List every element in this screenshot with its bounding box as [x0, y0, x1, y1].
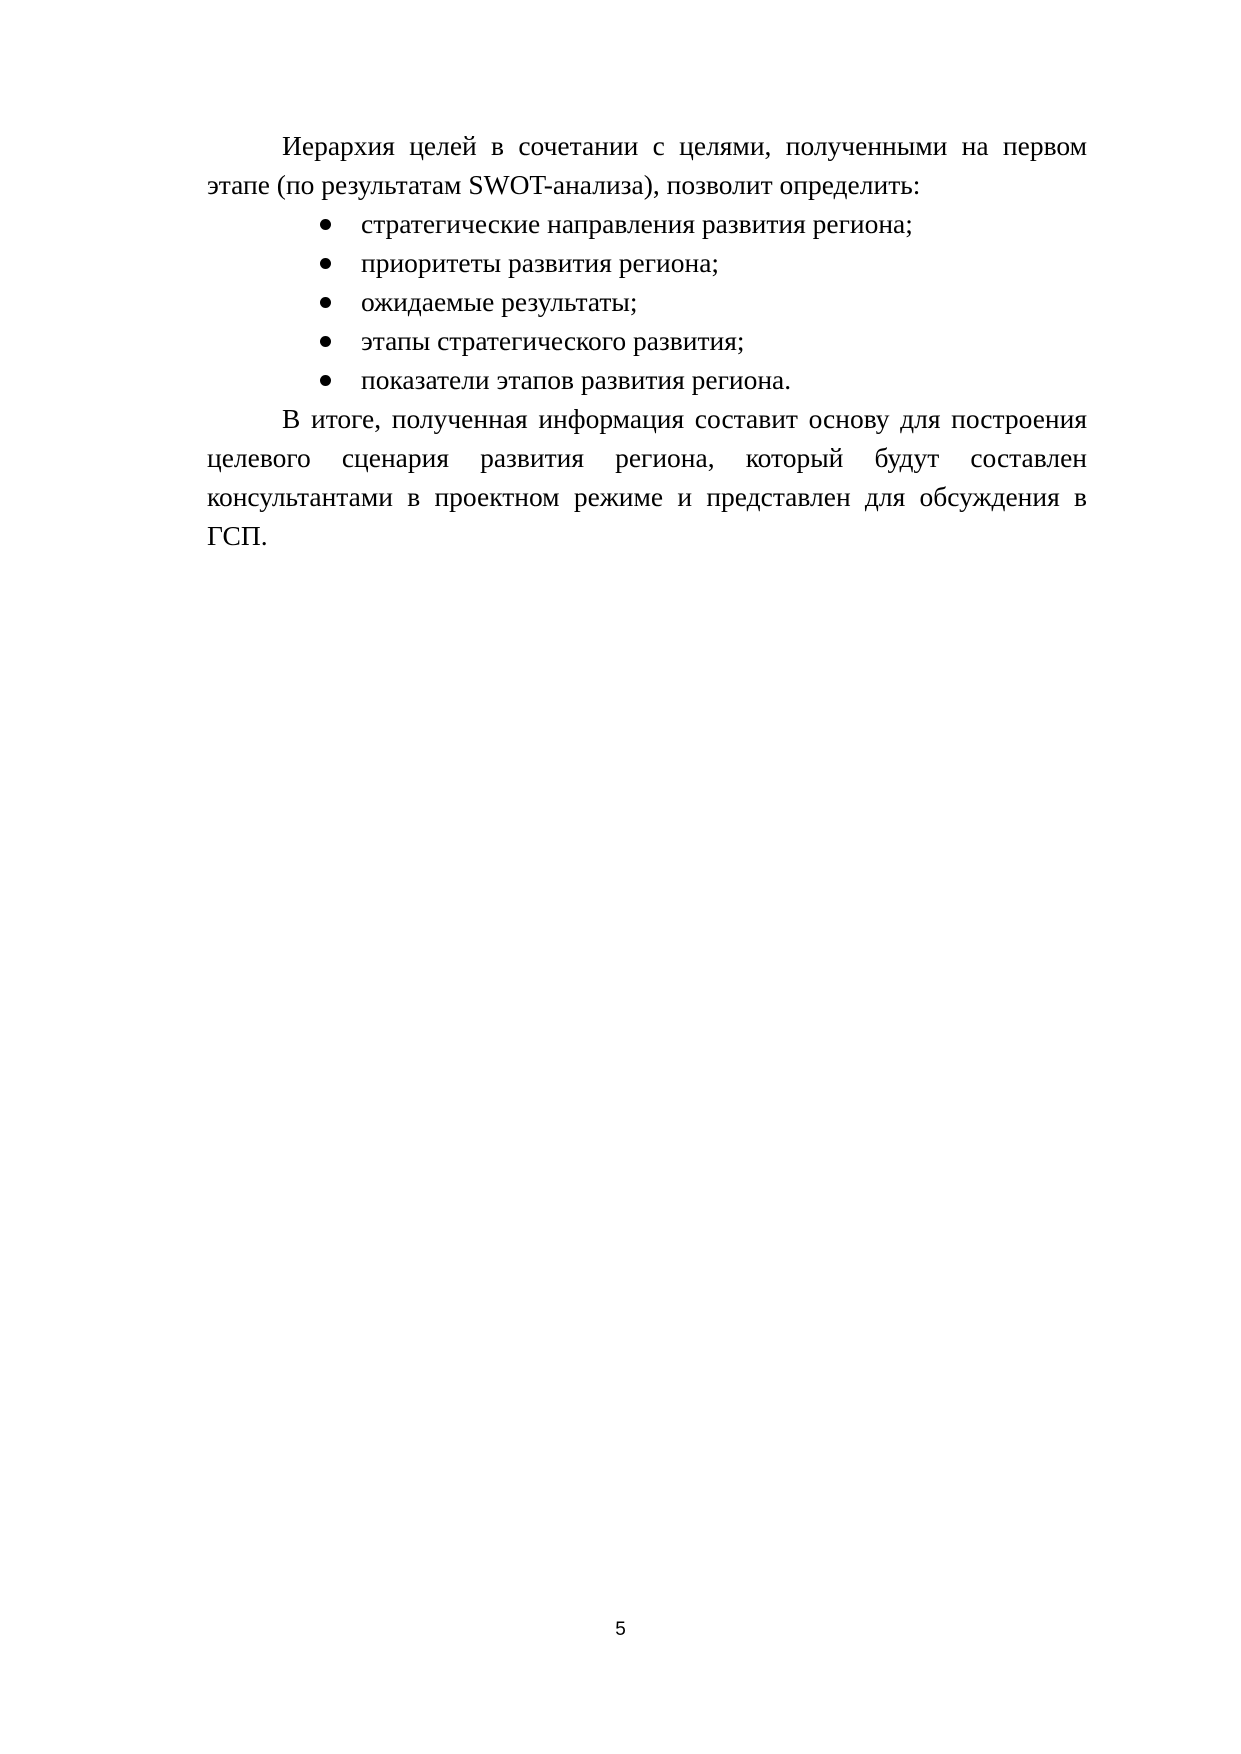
list-item-text: показатели этапов развития региона. [361, 364, 792, 395]
list-item [315, 243, 1087, 282]
list-item-text: приоритеты развития региона; [361, 247, 720, 278]
list-item-text: стратегические направления развития региона; [361, 208, 913, 239]
list-item [315, 204, 1087, 243]
bullet-dot-icon [320, 336, 331, 347]
document-body [207, 126, 1087, 555]
bullet-dot-icon [320, 219, 331, 230]
list-item [315, 360, 1087, 399]
page-number: 5 [615, 1619, 626, 1640]
list-item [315, 282, 1087, 321]
list-item-text: этапы стратегического развития; [361, 325, 745, 356]
list-item [315, 321, 1087, 360]
bullet-dot-icon [320, 258, 331, 269]
intro-paragraph: Иерархия целей в сочетании с целями, полученными на первом этапе (по результатам SWOT-анализа), позволит определить: [207, 130, 1087, 200]
list-item-text: ожидаемые результаты; [361, 286, 638, 317]
conclusion-paragraph: В итоге, полученная информация составит основу для построения целевого сценария развития региона, который будут составлен консультантами в проектном режиме и представлен для обсуждения в ГСП. [207, 403, 1087, 551]
bullet-dot-icon [320, 375, 331, 386]
bullet-dot-icon [320, 297, 331, 308]
bullet-list [207, 204, 1087, 399]
